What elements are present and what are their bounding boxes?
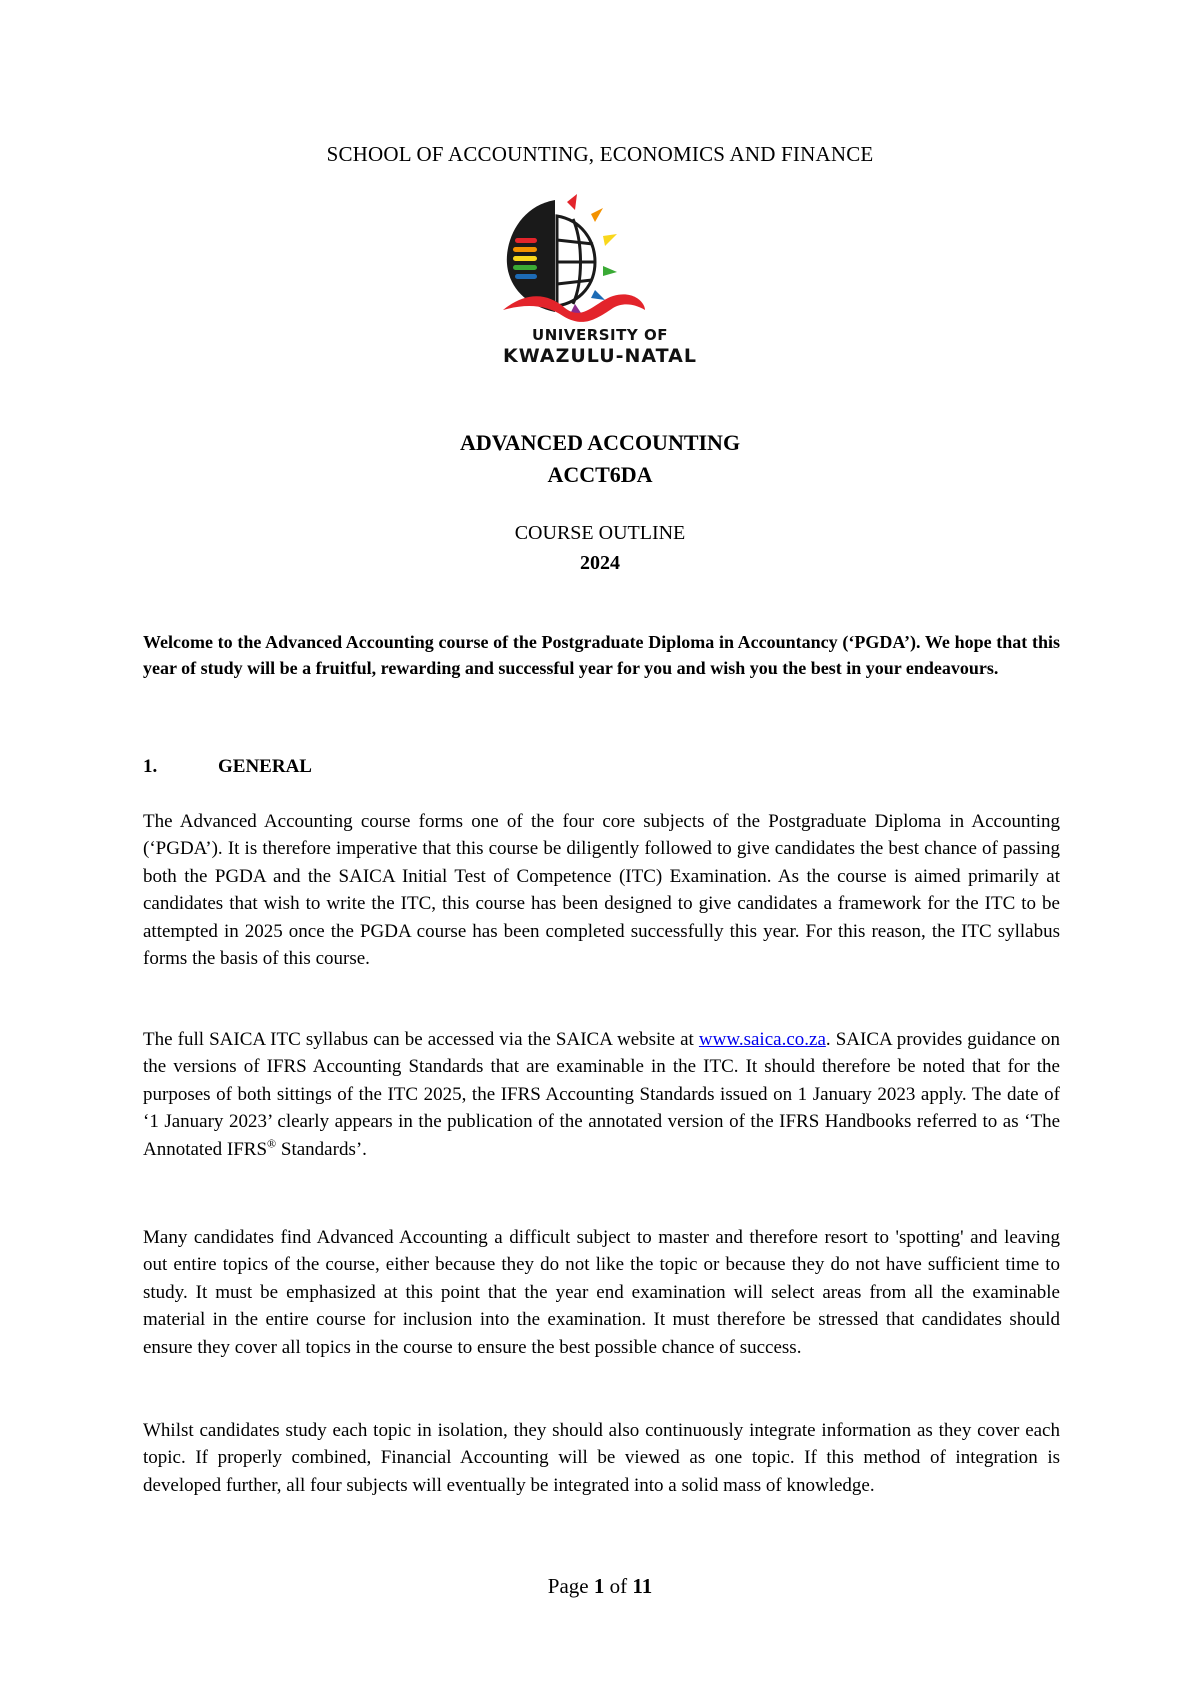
paragraph-1: The Advanced Accounting course forms one of the four core subjects of the Postgraduate Diploma in Accounting (‘PGDA’). It is therefore imperative that this course be diligently followed to give candidates the best chance of passing both the PGDA and the SAICA Initial Test of Competence (ITC) Examination. As the course is aimed primarily at candidates that wish to write the ITC, this course has been designed to give candidates a framework for the ITC to be attempted in 2025 once the PGDA course has been completed successfully this year. For this reason, the ITC syllabus forms the basis of this course.: [143, 811, 1060, 970]
course-code: ACCT6DA: [547, 462, 653, 487]
course-year: 2024: [580, 552, 620, 574]
logo-text-line1: UNIVERSITY OF: [532, 326, 668, 344]
total-pages: 11: [632, 1574, 653, 1598]
school-heading: SCHOOL OF ACCOUNTING, ECONOMICS AND FINANCE: [326, 142, 874, 166]
page-label: Page: [547, 1574, 589, 1598]
university-logo: [495, 192, 705, 382]
logo-text-line2: KWAZULU-NATAL: [503, 345, 697, 367]
paragraph-4: Whilst candidates study each topic in isolation, they should also continuously integrate information as they cover each topic. If properly combined, Financial Accounting will be viewed as one topic. If this method of integration is developed further, all four subjects will eventually be integrated into a solid mass of knowledge.: [143, 1420, 1060, 1496]
saica-website-link[interactable]: www.saica.co.za: [698, 1029, 826, 1050]
paragraph-3: Many candidates find Advanced Accounting a difficult subject to master and therefore resort to 'spotting' and leaving out entire topics of the course, either because they do not like the topic or because they do not have sufficient time to study. It must be emphasized at this point that the year end examination will select areas from all the examinable material in the entire course for inclusion into the examination. It must therefore be stressed that candidates should ensure they cover all topics in the course to ensure the best possible chance of success.: [143, 1227, 1060, 1358]
section-title: GENERAL: [218, 756, 312, 777]
university-emblem-icon: [495, 192, 705, 327]
course-outline-label: COURSE OUTLINE: [514, 522, 686, 544]
paragraph-2: [143, 1026, 1060, 1163]
welcome-paragraph: Welcome to the Advanced Accounting course of the Postgraduate Diploma in Accountancy (‘PGDA’). We hope that this year of study will be a fruitful, rewarding and successful year for you and wish you the best in your endeavours.: [143, 632, 1060, 678]
section-number: 1.: [143, 756, 158, 777]
page-footer: [0, 1574, 1200, 1599]
course-title: ADVANCED ACCOUNTING: [459, 430, 741, 455]
paragraph-2-text-middle: . SAICA provides guidance on the versions of IFRS Accounting Standards that are examinable in the ITC. It should therefore be noted that for the purposes of both sittings of the ITC 2025, the IFRS Accounting Standards issued on 1 January 2023 apply. The date of ‘1 January 2023’ clearly appears in the publication of the annotated version of the IFRS Handbooks referred to as ‘The Annotated IFRS: [143, 1029, 1060, 1160]
of-label: of: [609, 1574, 628, 1598]
paragraph-2-text-start: The full SAICA ITC syllabus can be accessed via the SAICA website at: [143, 1029, 699, 1050]
section-heading: [143, 756, 312, 778]
registered-mark: ®: [267, 1136, 277, 1151]
current-page-number: 1: [593, 1574, 605, 1598]
paragraph-2-text-end: Standards’.: [276, 1138, 367, 1160]
